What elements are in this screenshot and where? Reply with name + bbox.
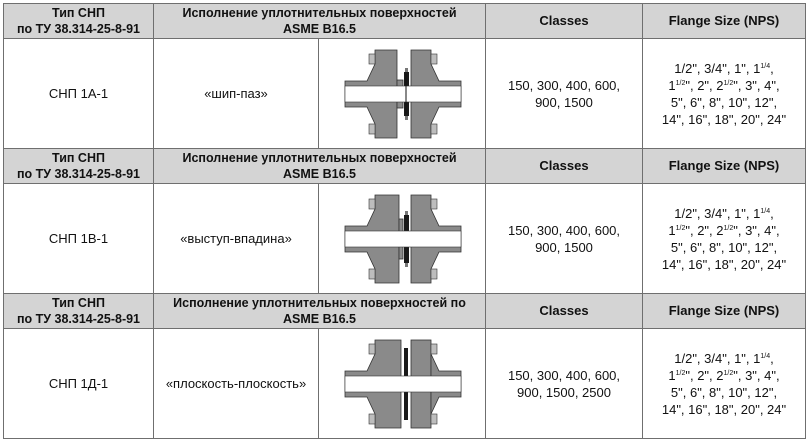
flange-fraction: 1/2 (675, 79, 686, 87)
header-flange-size: Flange Size (NPS) (643, 294, 806, 329)
header-surface (154, 4, 486, 39)
gasket-type-name: СНП 1Д-1 (4, 329, 154, 439)
spec-table (3, 3, 806, 439)
flange-text: , (770, 60, 774, 76)
header-type-line1: Тип СНП (52, 6, 105, 20)
flange-text: ", 2", 2 (685, 222, 724, 238)
flange-sizes (643, 39, 806, 149)
header-type (4, 294, 154, 329)
flat-face-flange-drawing (319, 329, 486, 439)
header-classes: Classes (486, 149, 643, 184)
header-flange-size: Flange Size (NPS) (643, 4, 806, 39)
flange-line4: 14", 16", 18", 20", 24" (661, 401, 787, 417)
flange-line2 (643, 77, 805, 94)
flange-text: ", 2", 2 (685, 77, 724, 93)
flange-fraction: 1/2 (723, 369, 734, 377)
flange-line2 (643, 222, 805, 239)
flange-text: 1/2", 3/4", 1", 1 (674, 60, 761, 76)
header-surface-line2: ASME B16.5 (283, 22, 356, 36)
flange-line1 (643, 350, 805, 367)
flange-fraction: 1/4 (760, 207, 771, 215)
male-female-flange-icon (327, 189, 477, 289)
flange-text: 1/2", 3/4", 1", 1 (674, 350, 761, 366)
header-classes: Classes (486, 4, 643, 39)
flange-fraction: 1/2 (675, 224, 686, 232)
header-type-line2: по ТУ 38.314-25-8-91 (16, 22, 141, 36)
flange-line4: 14", 16", 18", 20", 24" (661, 256, 787, 272)
flange-line4: 14", 16", 18", 20", 24" (661, 111, 787, 127)
surface-type: «выступ-впадина» (154, 184, 319, 294)
pressure-classes (486, 329, 643, 439)
header-flange-size: Flange Size (NPS) (643, 149, 806, 184)
flange-text: ", 3", 4", (733, 222, 780, 238)
table-row (4, 184, 806, 294)
header-row (4, 294, 806, 329)
header-surface (154, 149, 486, 184)
pressure-classes (486, 184, 643, 294)
flange-line3: 5", 6", 8", 10", 12", (670, 94, 778, 110)
classes-line2: 900, 1500 (535, 239, 593, 255)
flange-text: , (770, 350, 774, 366)
header-surface-line1: Исполнение уплотнительных поверхностей по (173, 296, 466, 310)
flange-fraction: 1/2 (723, 224, 734, 232)
flange-text: 1 (668, 367, 676, 383)
surface-type: «шип-паз» (154, 39, 319, 149)
flange-fraction: 1/4 (760, 62, 771, 70)
header-row (4, 4, 806, 39)
flat-face-flange-icon (327, 334, 477, 434)
flange-fraction: 1/2 (675, 369, 686, 377)
classes-line2: 900, 1500, 2500 (517, 384, 611, 400)
pressure-classes (486, 39, 643, 149)
header-surface-line1: Исполнение уплотнительных поверхностей (182, 151, 457, 165)
flange-text: ", 2", 2 (685, 367, 724, 383)
header-type-line2: по ТУ 38.314-25-8-91 (16, 312, 141, 326)
header-surface (154, 294, 486, 329)
classes-line1: 150, 300, 400, 600, (507, 367, 621, 383)
gasket-type-name: СНП 1В-1 (4, 184, 154, 294)
flange-text: ", 3", 4", (733, 367, 780, 383)
header-type-line1: Тип СНП (52, 151, 105, 165)
male-female-flange-drawing (319, 184, 486, 294)
flange-text: 1/2", 3/4", 1", 1 (674, 205, 761, 221)
header-surface-line2: ASME B16.5 (283, 167, 356, 181)
classes-line1: 150, 300, 400, 600, (507, 77, 621, 93)
flange-text: , (770, 205, 774, 221)
flange-text: ", 3", 4", (733, 77, 780, 93)
gasket-type-name: СНП 1А-1 (4, 39, 154, 149)
classes-line2: 900, 1500 (535, 94, 593, 110)
surface-type: «плоскость-плоскость» (154, 329, 319, 439)
header-type (4, 149, 154, 184)
flange-fraction: 1/2 (723, 79, 734, 87)
flange-text: 1 (668, 77, 676, 93)
table-row (4, 329, 806, 439)
header-classes: Classes (486, 294, 643, 329)
header-surface-line2: ASME B16.5 (283, 312, 356, 326)
flange-line3: 5", 6", 8", 10", 12", (670, 239, 778, 255)
flange-line3: 5", 6", 8", 10", 12", (670, 384, 778, 400)
header-surface-line1: Исполнение уплотнительных поверхностей (182, 6, 457, 20)
flange-line1 (643, 205, 805, 222)
header-type-line2: по ТУ 38.314-25-8-91 (16, 167, 141, 181)
header-type-line1: Тип СНП (52, 296, 105, 310)
classes-line1: 150, 300, 400, 600, (507, 222, 621, 238)
flange-sizes (643, 329, 806, 439)
header-row (4, 149, 806, 184)
flange-line1 (643, 60, 805, 77)
tongue-groove-flange-icon (327, 44, 477, 144)
flange-text: 1 (668, 222, 676, 238)
flange-sizes (643, 184, 806, 294)
tongue-groove-flange-drawing (319, 39, 486, 149)
header-type (4, 4, 154, 39)
flange-fraction: 1/4 (760, 352, 771, 360)
flange-line2 (643, 367, 805, 384)
table-row (4, 39, 806, 149)
